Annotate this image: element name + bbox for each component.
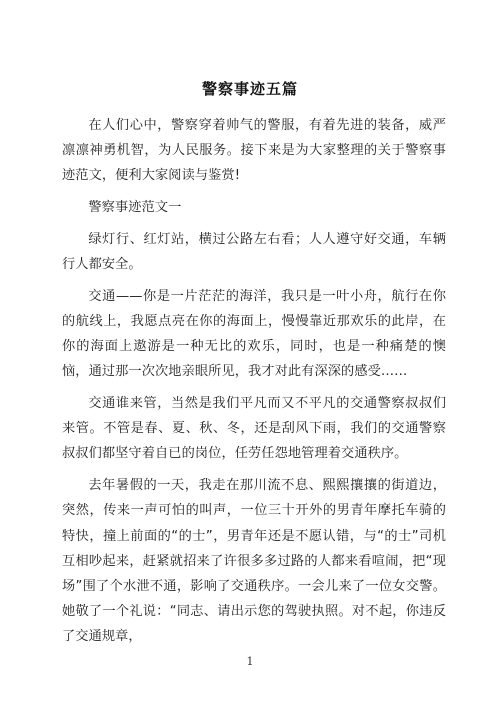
document-title: 警察事迹五篇 <box>201 80 298 98</box>
body-paragraph: 交通谁来管，当然是我们平凡而又不平凡的交通警察叔叔们来管。不管是春、夏、秋、冬，还是刮风下雨，我们的交通警察叔叔们都坚守着自已的岗位，任劳任怨地管理着交通秩序。 <box>62 396 446 462</box>
page-number: 1 <box>246 655 254 668</box>
section-heading: 警察事迹范文一 <box>88 200 182 216</box>
body-paragraph: 去年暑假的一天，我走在那川流不息、熙熙攘攘的街道边，突然，传来一声可怕的叫声，一位三十开外的男青年摩托车骑的特快，撞上前面的“的士”，男青年还是不愿认错，与“的士”司机互相吵起来，赶紧就招来了许很多多过路的人都来看喧闹，把“现场”围了个水泄不通，影响了交通秩序。一会儿来了一位女交警。她敬了一个礼说：“同志、请出示您的驾驶执照。对不起，你违反了交通规章， <box>62 478 446 645</box>
intro-paragraph: 在人们心中，警察穿着帅气的警服，有着先进的装备，威严凛凛神勇机智，为人民服务。接下来是为大家整理的关于警察事迹范文，便利大家阅读与鉴赏! <box>62 118 446 184</box>
document-body <box>62 113 446 656</box>
body-paragraph: 绿灯行、红灯站，横过公路左右看；人人遵守好交通，车辆行人都安全。 <box>62 231 446 273</box>
body-paragraph: 交通——你是一片茫茫的海洋，我只是一叶小舟，航行在你的航线上，我愿点亮在你的海面上，慢慢靠近那欢乐的此岸，在你的海面上遨游是一种无比的欢乐，同时，也是一种痛楚的懊恼，通过那一次次地亲眼所见，我才对此有深深的感受…… <box>62 288 446 380</box>
